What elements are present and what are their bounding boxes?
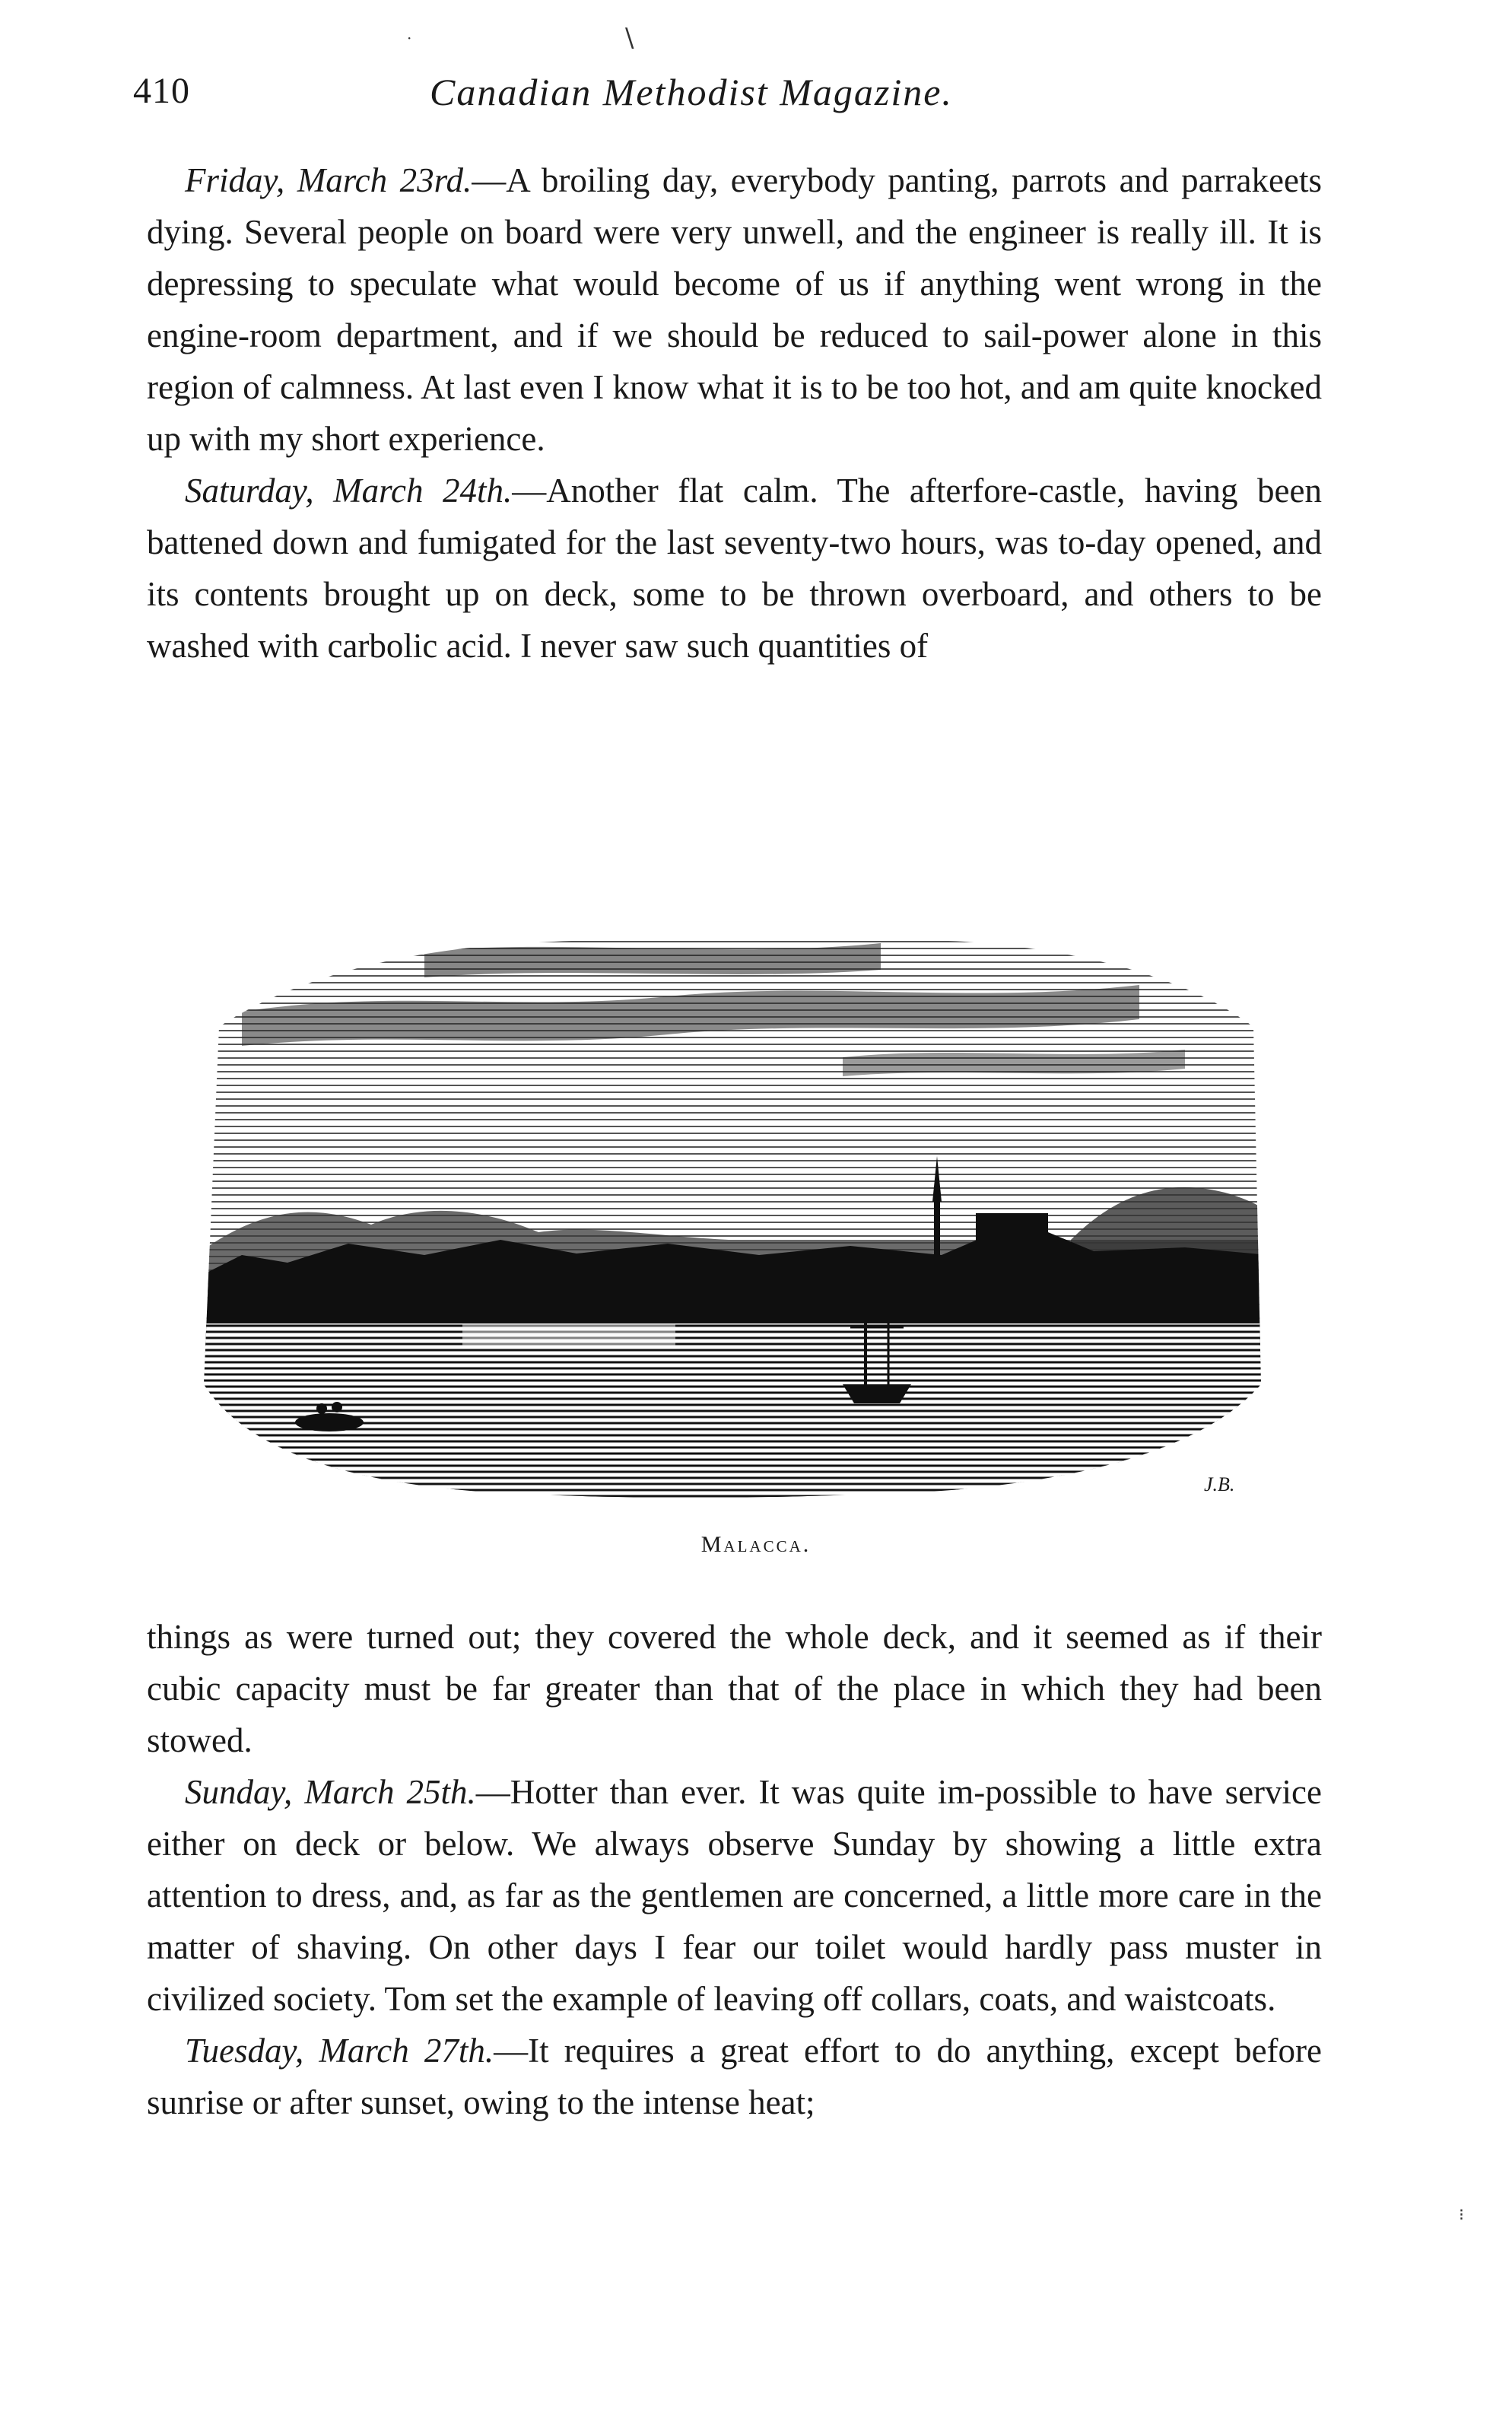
entry-date: Friday, March 23rd. xyxy=(185,161,472,199)
paragraph-saturday xyxy=(147,465,1322,672)
text-block-lower xyxy=(147,1611,1322,2128)
entry-date: Saturday, March 24th. xyxy=(185,472,513,510)
figure-caption: Malacca. xyxy=(700,1532,812,1557)
paragraph-sunday xyxy=(147,1766,1322,2025)
text-block-upper xyxy=(147,154,1322,672)
page-number: 410 xyxy=(133,71,190,111)
entry-date: Sunday, March 25th. xyxy=(185,1773,476,1811)
entry-text: —Hotter than ever. It was quite im-possible to have service either on deck or below. We always observe Sunday by showing a little extra attention to dress, and, as far as the gentlemen are concerned, a little more care in the matter of shaving. On other days I fear our toilet would hardly pass muster in civilized society. Tom set the example of leaving off collars, coats, and waistcoats. xyxy=(147,1773,1322,2018)
engraving-malacca xyxy=(196,898,1269,1506)
paragraph-saturday-continued xyxy=(147,1611,1322,1766)
engraving-illustration xyxy=(196,898,1269,1506)
entry-date: Tuesday, March 27th. xyxy=(185,2032,494,2070)
magazine-title: Canadian Methodist Magazine. xyxy=(430,71,953,113)
entry-text: things as were turned out; they covered the whole deck, and it seemed as if their cubic capacity must be far greater than that of the place in which they had been stowed. xyxy=(147,1618,1322,1759)
entry-text: —It requires a great effort to do anything, except before sunrise or after sunset, owing to the intense heat; xyxy=(147,2032,1322,2121)
paragraph-tuesday xyxy=(147,2025,1322,2128)
running-head xyxy=(133,70,1320,123)
entry-text: —A broiling day, everybody panting, parrots and parrakeets dying. Several people on board were very unwell, and the engineer is really ill. It is depressing to speculate what would become of us if anything went wrong in the engine-room department, and if we should be reduced to sail-power alone in this region of calmness. At last even I know what it is to be too hot, and am quite knocked up with my short experience. xyxy=(147,161,1322,458)
ink-speck-dot: · xyxy=(407,29,412,47)
engraver-mark: J.B. xyxy=(1204,1473,1235,1495)
paragraph-friday xyxy=(147,154,1322,465)
ink-speck-dot: ⁝ xyxy=(1459,2206,1464,2225)
ink-speck-mark: \ xyxy=(625,23,634,53)
entry-text: —Another flat calm. The afterfore-castle, having been battened down and fumigated for the last seventy-two hours, was to-day opened, and its contents brought up on deck, some to be thrown overboard, and others to be washed with carbolic acid. I never saw such quantities of xyxy=(147,472,1322,665)
engraving-scene xyxy=(196,898,1269,1506)
